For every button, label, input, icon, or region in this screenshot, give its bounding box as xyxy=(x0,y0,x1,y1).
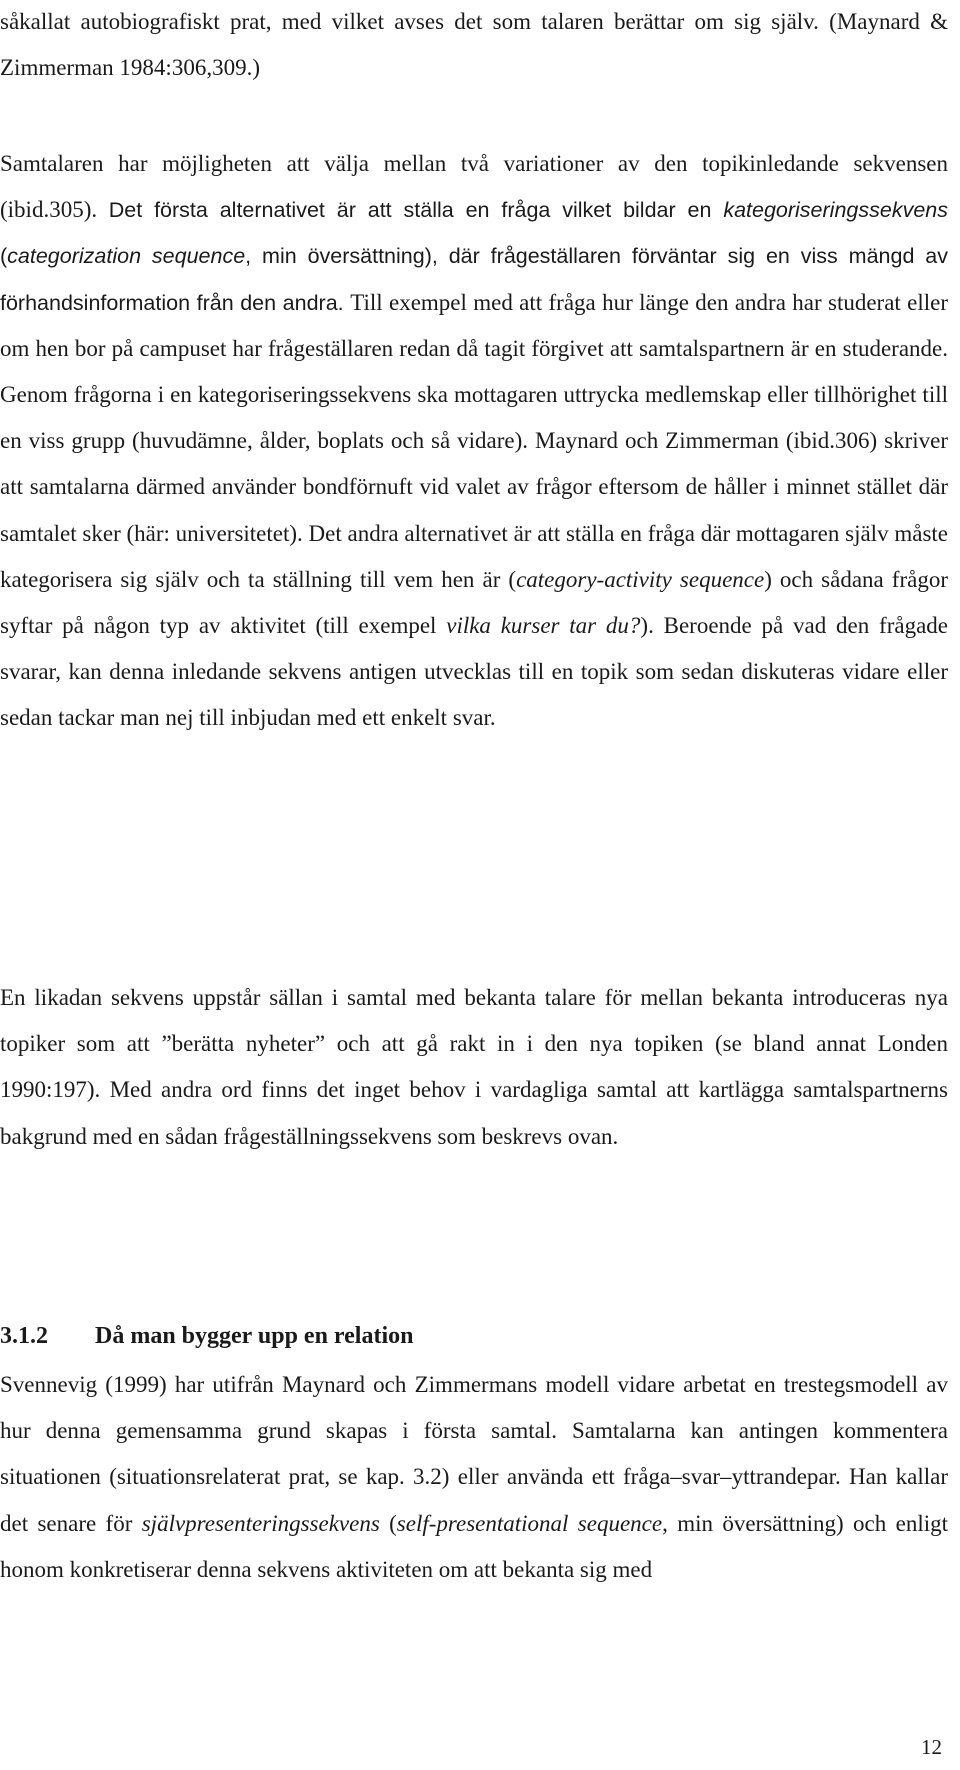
paragraph-topic-sequences xyxy=(0,141,948,742)
term-italic: kategoriseringssekvens xyxy=(723,198,948,223)
text-run: ( xyxy=(0,244,8,269)
text-run: Svennevig (1999) har utifrån Maynard och Zimmermans modell vidare arbetat en trestegsmodell av hur denna gemensamma grund skapas i första samtal. Samtalarna kan antingen kommentera situationen (situationsrelaterat prat, se kap. 3.2) eller använda ett fråga–svar–yttrandepar. Han kallar det senare för xyxy=(0,1372,948,1536)
paragraph-svennevig xyxy=(0,1362,948,1593)
section-heading xyxy=(0,1313,413,1359)
term-italic: category-activity sequence xyxy=(516,566,765,592)
paragraph-familiar-speakers: En likadan sekvens uppstår sällan i samtal med bekanta talare för mellan bekanta introduceras nya topiker som att ”berätta nyheter” och att gå rakt in i den nya topiken (se bland annat Londen 1990:197). Med andra ord finns det inget behov i vardagliga samtal att kartlägga samtalspartnerns bakgrund med en sådan frågeställningssekvens som beskrevs ovan. xyxy=(0,985,948,1149)
text-run: , min översättning), där frågeställaren förväntar sig en viss mängd av förhandsinformation från den andra. xyxy=(0,244,949,315)
text-run: Det första alternativet är att ställa en fråga vilket bildar en xyxy=(108,198,724,223)
example-italic: vilka kurser tar du? xyxy=(446,613,641,639)
text-run: ). Beroende på vad den frågade svarar, kan denna inledande sekvens antigen utvecklas till en topik som sedan diskuteras vidare eller sedan tackar man nej till inbjudan med ett enkelt svar. xyxy=(0,613,948,731)
text-run: Till exempel med att fråga hur länge den andra har studerat eller om hen bor på campuset har frågeställaren redan då tagit förgivet att samtalspartnern är en studerande. xyxy=(0,289,949,361)
text-run: , min översättning) och enligt honom konkretiserar denna sekvens aktiviteten om att bekanta sig med xyxy=(0,1510,948,1582)
text-run: Genom frågorna i en kategoriseringssekvens ska mottagaren uttrycka medlemskap eller tillhörighet till en viss grupp (huvudämne, ålder, boplats och så vidare). Maynard och Zimmerman (ibid.306) skriver att samtalarna därmed använder bondförnuft vid valet av frågor eftersom de håller i minnet stället där samtalet sker (här: universitetet). Det andra alternativet är att ställa en fråga där mottagaren själv måste kategorisera sig själv och ta ställning till vem hen är ( xyxy=(0,382,948,592)
text-run: ( xyxy=(379,1510,397,1536)
text-run: Samtalaren har möjligheten att välja mellan två variationer av den topikinledande sekvensen (ibid.305). xyxy=(0,151,948,223)
term-italic: självpresenteringssekvens xyxy=(141,1510,380,1536)
text-run: ) och sådana frågor syftar på någon typ av aktivitet (till exempel xyxy=(0,566,948,639)
term-italic: self-presentational sequence xyxy=(396,1510,663,1536)
page-number: 12 xyxy=(921,1735,942,1759)
paragraph-intro: såkallat autobiografiskt prat, med vilket avses det som talaren berättar om sig själv. (Maynard & Zimmerman 1984:306,309.) xyxy=(0,9,948,81)
section-number: 3.1.2 xyxy=(0,1323,48,1349)
section-title: Då man bygger upp en relation xyxy=(95,1323,414,1349)
term-italic: categorization sequence xyxy=(7,244,246,269)
